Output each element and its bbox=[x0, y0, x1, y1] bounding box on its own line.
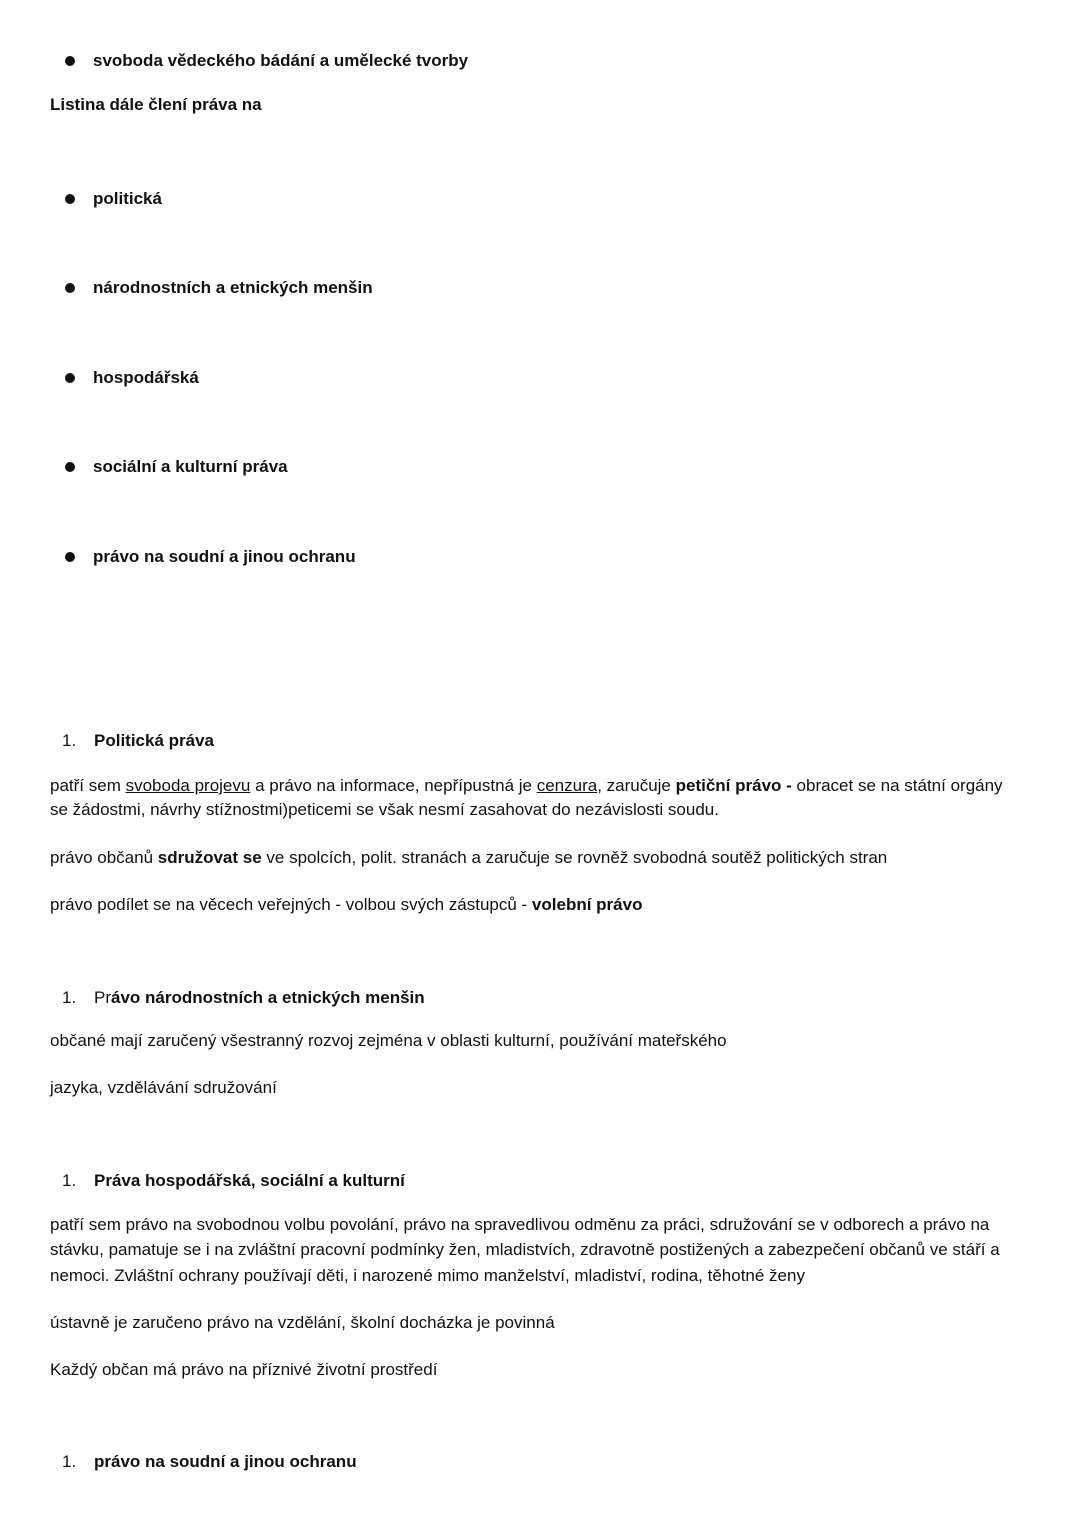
paragraph bbox=[50, 845, 887, 871]
list-item bbox=[65, 49, 468, 73]
text: právo podílet se na věcech veřejných - volbou svých zástupců - bbox=[50, 895, 532, 914]
section-heading-political bbox=[62, 729, 214, 753]
bold-text: sdružovat se bbox=[157, 848, 262, 867]
section-title: ávo národnostních a etnických menšin bbox=[111, 988, 425, 1007]
bullet-icon bbox=[65, 56, 75, 66]
section-heading-judicial bbox=[62, 1450, 357, 1474]
section-title: Politická práva bbox=[94, 731, 215, 750]
list-number: 1. bbox=[62, 988, 77, 1007]
list-item bbox=[65, 455, 288, 479]
underlined-text: cenzura bbox=[536, 776, 598, 795]
section-title-start: Pr bbox=[94, 988, 111, 1007]
bullet-icon bbox=[65, 373, 75, 383]
section-heading-economic bbox=[62, 1169, 405, 1193]
text: a právo na informace, nepřípustná je bbox=[250, 776, 537, 795]
text: ve spolcích, polit. stranách a zaručuje se rovněž svobodná soutěž politických stran bbox=[261, 848, 888, 867]
list-item-text: sociální a kulturní práva bbox=[93, 457, 288, 476]
section-title: právo na soudní a jinou ochranu bbox=[94, 1452, 357, 1471]
section-heading-minorities bbox=[62, 986, 425, 1010]
list-number: 1. bbox=[62, 1452, 77, 1471]
list-item-text: hospodářská bbox=[93, 368, 199, 387]
list-number: 1. bbox=[62, 1171, 77, 1190]
list-item-text: právo na soudní a jinou ochranu bbox=[93, 547, 356, 566]
bullet-icon bbox=[65, 552, 75, 562]
paragraph: Každý občan má právo na příznivé životní prostředí bbox=[50, 1360, 438, 1379]
section-title: Práva hospodářská, sociální a kulturní bbox=[94, 1171, 405, 1190]
list-item bbox=[65, 187, 162, 211]
paragraph-line: stávku, pamatuje se i na zvláštní pracovní podmínky žen, mladistvích, zdravotně postižených a zabezpečení občanů ve stáří a bbox=[50, 1240, 1000, 1259]
underlined-text: svoboda projevu bbox=[125, 776, 251, 795]
bold-text: volební právo bbox=[531, 895, 643, 914]
text: , zaručuje bbox=[597, 776, 676, 795]
list-number: 1. bbox=[62, 731, 77, 750]
list-item bbox=[65, 366, 199, 390]
list-item-text: svoboda vědeckého bádání a umělecké tvorby bbox=[93, 51, 469, 70]
list-item bbox=[65, 276, 373, 300]
text: obracet se na státní orgány bbox=[791, 776, 1003, 795]
bullet-icon bbox=[65, 283, 75, 293]
paragraph: jazyka, vzdělávání sdružování bbox=[50, 1078, 277, 1097]
paragraph: ústavně je zaručeno právo na vzdělání, školní docházka je povinná bbox=[50, 1313, 555, 1332]
bullet-icon bbox=[65, 462, 75, 472]
paragraph-line: nemoci. Zvláštní ochrany používají děti, i narozené mimo manželství, mladiství, rodina, těhotné ženy bbox=[50, 1266, 805, 1285]
bullet-icon bbox=[65, 194, 75, 204]
list-item-text: politická bbox=[93, 189, 162, 208]
bold-text: petiční právo - bbox=[675, 776, 792, 795]
text: patří sem bbox=[50, 776, 126, 795]
intro-text: Listina dále člení práva na bbox=[50, 95, 262, 114]
list-item bbox=[65, 545, 356, 569]
list-item-text: národnostních a etnických menšin bbox=[93, 278, 373, 297]
paragraph bbox=[50, 773, 1003, 799]
text: právo občanů bbox=[50, 848, 158, 867]
paragraph: občané mají zaručený všestranný rozvoj zejména v oblasti kulturní, používání mateřského bbox=[50, 1031, 727, 1050]
paragraph-line: patří sem právo na svobodnou volbu povolání, právo na spravedlivou odměnu za práci, sdružování se v odborech a právo na bbox=[50, 1215, 990, 1234]
paragraph-line: se žádostmi, návrhy stížnostmi)peticemi se však nesmí zasahovat do nezávislosti soudu. bbox=[50, 800, 719, 819]
paragraph bbox=[50, 892, 642, 918]
